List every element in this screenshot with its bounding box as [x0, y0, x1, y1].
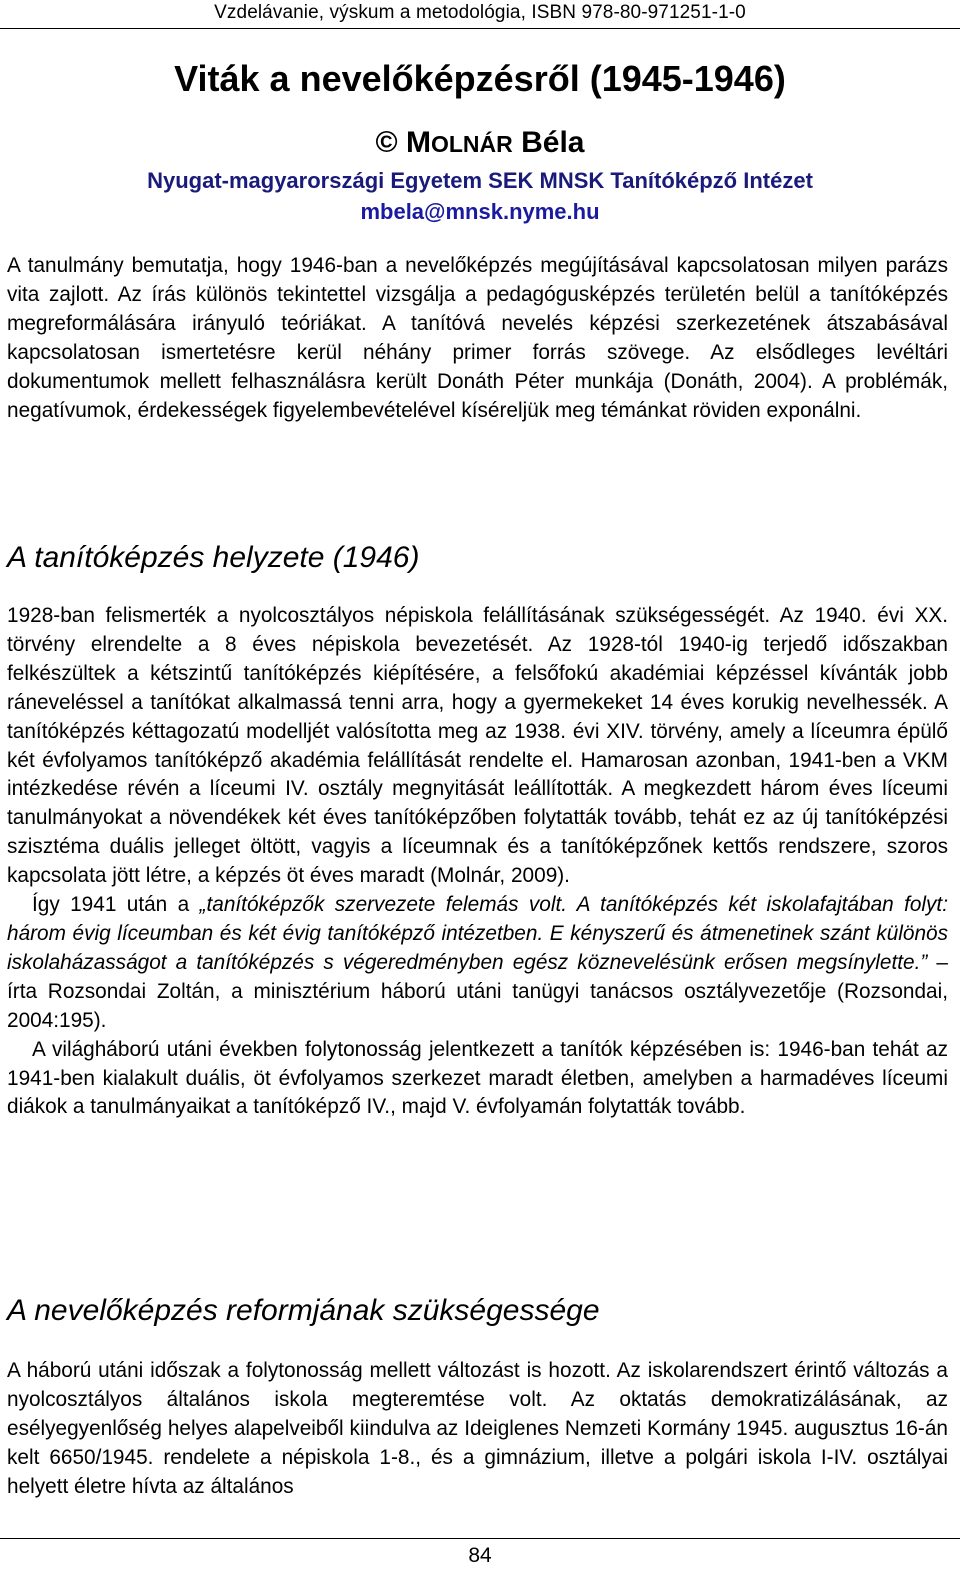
section-2-paragraph-1: A háború utáni időszak a folytonosság mellett változást is hozott. Az iskolarendszert érintő változás a nyolcosztályos általános iskola megteremtése volt. Az oktatás demokratizálásának, az esélyegyenlőség helyes alapelveiből kiindulva az Ideiglenes Nemzeti Kormány 1945. augusztus 16-án kelt 6650/1945. rendelete a népiskola 1-8., és a gimnázium, illetve a polgári iskola I-IV. osztályai helyett életre hívta az általános	[7, 1359, 948, 1498]
author-email[interactable]: mbela@mnsk.nyme.hu	[360, 199, 600, 224]
section-1-paragraph-3: A világháború utáni években folytonosság jelentkezett a tanítók képzésében is: 1946-ban tehát az 1941-ben kialakult duális, öt évfolyamos szerkezet maradt életben, amelyben a harmadéves líceumi diákok a tanulmányaikat a tanítóképző IV., majd V. évfolyamán folytatták tovább.	[7, 1037, 948, 1119]
footer-rule	[0, 1538, 960, 1539]
author-line	[0, 126, 960, 160]
author-given-name: Béla	[521, 126, 585, 159]
abstract-paragraph: A tanulmány bemutatja, hogy 1946-ban a nevelőképzés megújításával kapcsolatosan milyen parázs vita zajlott. Az írás különös tekintettel vizsgálja a pedagógusképzés területén belül a tanítóképzés megreformálására irányuló teóriákat. A tanítóvá nevelés képzési szerkezetének átszabásával kapcsolatosan ismertetésre kerül néhány primer forrás szövege. Az elsődleges levéltári dokumentumok mellett felhasználásra került Donáth Péter munkája (Donáth, 2004). A problémák, negatívumok, érdekességek figyelembevételével kíséreljük meg témánkat röviden exponálni.	[7, 254, 948, 422]
article-title: Viták a nevelőképzésről (1945-1946)	[174, 58, 786, 99]
section-heading-1: A tanítóképzés helyzete (1946)	[7, 541, 420, 574]
section-1-body	[7, 602, 948, 1122]
author-surname	[406, 126, 513, 159]
abstract	[7, 252, 948, 425]
author-surname-rest: OLNÁR	[430, 131, 513, 157]
copyright-symbol: ©	[375, 126, 398, 159]
running-header: Vzdelávanie, výskum a metodológia, ISBN 978-80-971251-1-0	[214, 2, 746, 23]
page-number: 84	[468, 1544, 492, 1567]
paragraph-2-tail: – írta Rozsondai Zoltán, a minisztérium háború utáni tanügyi tanácsos osztályvezetője (Rozsondai, 2004:195).	[7, 950, 948, 1032]
header-rule	[0, 28, 960, 29]
author-surname-initial: M	[405, 126, 431, 159]
section-1-paragraph-2	[7, 891, 948, 1036]
section-2-body	[7, 1357, 948, 1502]
section-1-paragraph-1: 1928-ban felismerték a nyolcosztályos népiskola felállításának szükségességét. Az 1940. évi XX. törvény elrendelte a 8 éves népiskola bevezetését. Az 1928-tól 1940-ig terjedő időszakban felkészültek a kétszintű tanítóképzés kiépítésére, a felsőfokú akadémiai képzéssel kívánták jobb ráneveléssel a tanítókat alkalmassá tenni arra, hogy a gyermekeket 14 éves korukig nevelhessék. A tanítóképzés kéttagozatú modelljét valósította meg az 1938. évi XIV. törvény, amely a líceumra épülő két évfolyamos tanítóképző akadémia felállítását rendelte el. Hamarosan azonban, 1941-ben a VKM intézkedése révén a líceumi IV. osztály megnyitását leállították. A megkezdett három éves líceumi tanulmányokat a növendékek két éves tanítóképzőben folytatták tovább, tehát ez az új tanítóképzési szisztéma duális jelleget öltött, vagyis a líceumnak és a tanítóképzőnek kettős rendszere, szoros kapcsolata jött létre, a képzés öt éves maradt (Molnár, 2009).	[7, 604, 948, 888]
section-heading-2: A nevelőképzés reformjának szükségessége	[7, 1294, 600, 1327]
paragraph-2-lead: Így 1941 után a	[32, 893, 200, 917]
author-affiliation: Nyugat-magyarországi Egyetem SEK MNSK Tanítóképző Intézet	[147, 168, 813, 193]
rozsondai-quote: „tanítóképzők szervezete felemás volt. A tanítóképzés két iskolafajtában folyt: három évig líceumban és két évig tanítóképző intézetben. E kényszerű és átmenetinek szánt különös iskolaházasságot a tanítóképzés s végeredményben egész köznevelésünk erősen megsínylette.”	[7, 893, 948, 974]
